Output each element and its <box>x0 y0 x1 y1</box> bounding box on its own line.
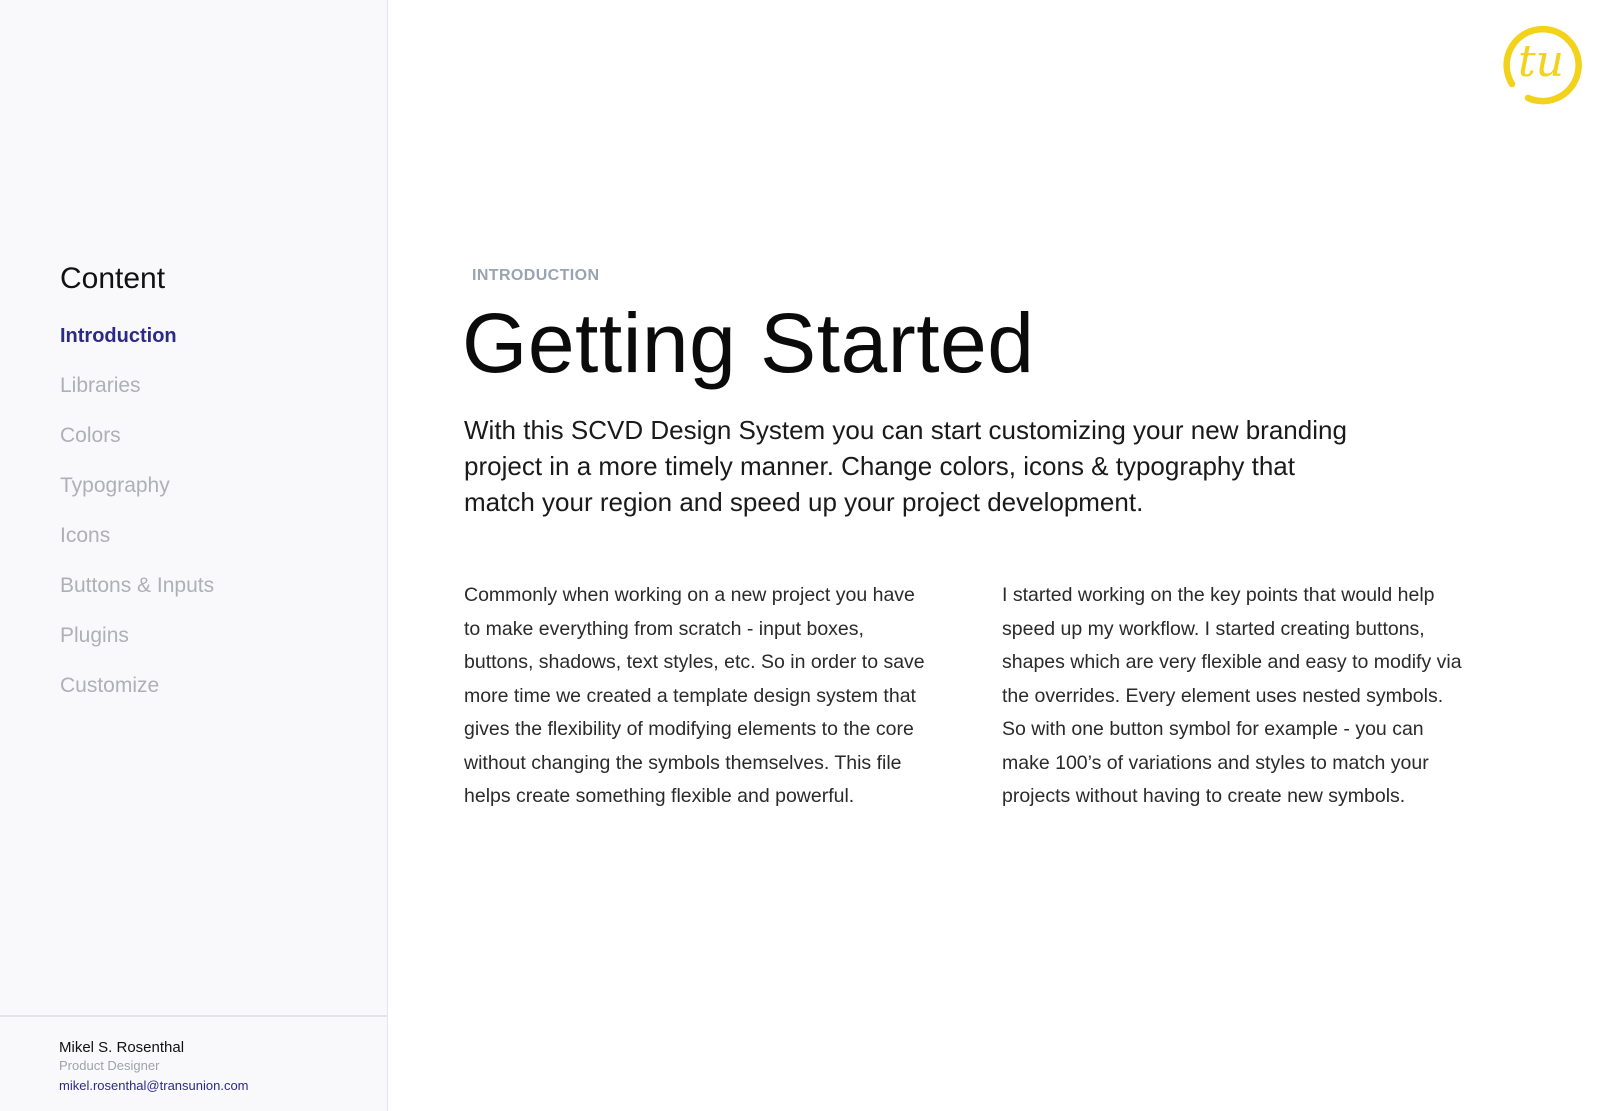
sidebar-item-typography[interactable]: Typography <box>60 474 170 497</box>
sidebar <box>0 0 388 1111</box>
page-title: Getting Started <box>462 296 1035 390</box>
sidebar-nav <box>60 320 214 720</box>
author-email-link[interactable]: mikel.rosenthal@transunion.com <box>59 1078 249 1093</box>
sidebar-item-introduction[interactable]: Introduction <box>60 325 177 347</box>
sidebar-item-colors[interactable]: Colors <box>60 424 121 447</box>
lead-paragraph: With this SCVD Design System you can start customizing your new branding project in a more timely manner. Change colors, icons & typography that match your region and speed up your project development. <box>464 415 1347 517</box>
logo-text: tu <box>1517 36 1565 87</box>
sidebar-item-customize[interactable]: Customize <box>60 674 160 697</box>
sidebar-item-buttons-inputs[interactable]: Buttons & Inputs <box>60 574 215 597</box>
sidebar-item-libraries[interactable]: Libraries <box>60 374 141 397</box>
transunion-logo-icon <box>1498 22 1582 106</box>
author-role: Product Designer <box>59 1058 160 1073</box>
body-paragraph-right: I started working on the key points that would help speed up my workflow. I started creating buttons, shapes which are very flexible and easy to modify via the overrides. Every element uses nested symbols. So with one button symbol for example - you can make 100’s of variations and styles to match your projects without having to create new symbols. <box>1002 584 1462 807</box>
section-eyebrow: INTRODUCTION <box>472 267 600 284</box>
sidebar-heading: Content <box>60 262 166 295</box>
author-name: Mikel S. Rosenthal <box>59 1039 185 1056</box>
main-content <box>388 0 1600 1111</box>
body-paragraph-left: Commonly when working on a new project you have to make everything from scratch - input boxes, buttons, shadows, text styles, etc. So in order to save more time we created a template design system that gives the flexibility of modifying elements to the core without changing the symbols themselves. This file helps create something flexible and powerful. <box>464 584 925 807</box>
sidebar-footer <box>0 1015 387 1111</box>
sidebar-item-icons[interactable]: Icons <box>60 524 111 547</box>
sidebar-item-plugins[interactable]: Plugins <box>60 624 129 647</box>
